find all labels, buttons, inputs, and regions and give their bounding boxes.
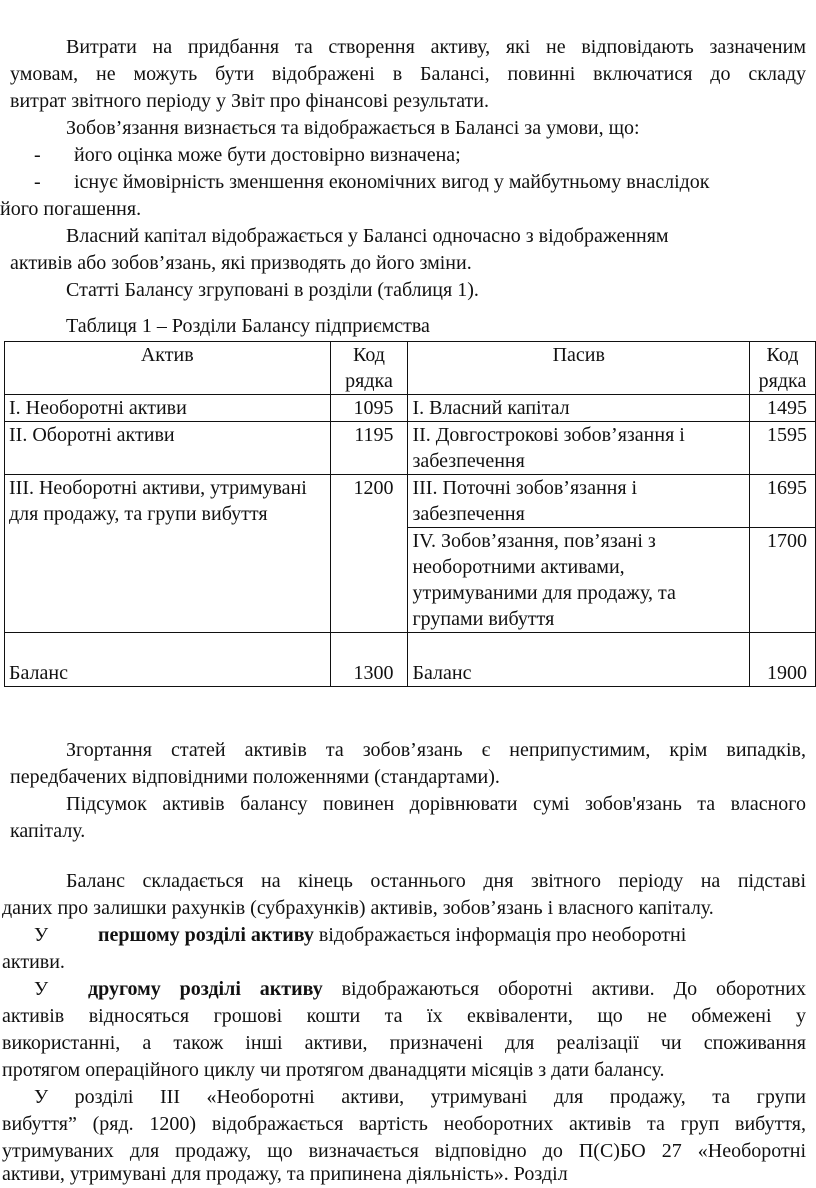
- header-code: Код рядка: [330, 342, 408, 395]
- paragraph-line: витрат звітного періоду у Звіт про фінансові результати.: [10, 90, 490, 112]
- paragraph-line: Статті Балансу згруповані в розділи (таблиця 1).: [66, 279, 479, 301]
- paragraph-line: Зобов’язання визнається та відображається в Балансі за умови, що:: [66, 117, 640, 139]
- paragraph-line: [98, 922, 686, 949]
- paragraph-line: активів або зобов’язань, які призводять до його зміни.: [10, 252, 472, 274]
- paragraph-line: активи.: [2, 951, 65, 973]
- paragraph-line: активи, утримувані для продажу, та припинена діяльність». Розділ: [2, 1163, 568, 1185]
- paragraph-line: Власний капітал відображається у Балансі одночасно з відображенням: [66, 225, 669, 247]
- paragraph-lead: У: [34, 978, 49, 1000]
- paragraph-line: Витрати на придбання та створення активу, які не відповідають зазначеним: [66, 36, 806, 58]
- paragraph-line: утримуваних для продажу, що визначається відповідно до П(С)БО 27 «Необоротні: [2, 1140, 806, 1162]
- liability-cell: I. Власний капітал: [408, 395, 750, 422]
- code-cell: 1200: [330, 475, 408, 633]
- list-item: його оцінка може бути достовірно визначена;: [74, 144, 461, 166]
- table-row: [5, 422, 816, 475]
- paragraph-line: передбачених відповідними положеннями (стандартами).: [10, 766, 500, 788]
- code-cell: 1695: [750, 475, 816, 528]
- liability-cell: II. Довгострокові зобов’язання і забезпечення: [408, 422, 750, 475]
- paragraph-line: даних про залишки рахунків (субрахунків) активів, зобов’язань і власного капіталу.: [2, 897, 714, 919]
- list-dash: -: [34, 171, 41, 193]
- paragraph-line: активів відносяться грошові кошти та їх еквіваленти, що не обмежені у: [2, 1005, 806, 1027]
- total-liability-cell: Баланс: [408, 633, 750, 687]
- code-cell: 1700: [750, 528, 816, 633]
- balance-sections-table: [4, 341, 816, 687]
- total-asset-cell: Баланс: [5, 633, 331, 687]
- paragraph-line: Підсумок активів балансу повинен дорівнювати сумі зобов'язань та власного: [66, 793, 806, 815]
- table-caption: Таблиця 1 – Розділи Балансу підприємства: [66, 315, 430, 337]
- paragraph-line: умовам, не можуть бути відображені в Балансі, повинні включатися до складу: [10, 63, 806, 85]
- paragraph-line: Згортання статей активів та зобов’язань є неприпустимим, крім випадків,: [66, 739, 806, 761]
- paragraph-text: відображаються оборотні активи. До оборотних: [341, 978, 807, 1000]
- paragraph-text: відображається інформація про необоротні: [318, 924, 687, 946]
- list-item-continuation: його погашення.: [0, 198, 142, 220]
- header-asset: Актив: [5, 342, 331, 395]
- list-item: існує ймовірність зменшення економічних вигод у майбутньому внаслідок: [74, 171, 710, 193]
- total-code-cell: 1900: [750, 633, 816, 687]
- paragraph-line: [88, 976, 806, 1003]
- header-liability: Пасив: [408, 342, 750, 395]
- paragraph-line: У розділі III «Необоротні активи, утримувані для продажу, та групи: [34, 1086, 806, 1108]
- header-code: Код рядка: [750, 342, 816, 395]
- asset-cell: I. Необоротні активи: [5, 395, 331, 422]
- total-code-cell: 1300: [330, 633, 408, 687]
- code-cell: 1195: [330, 422, 408, 475]
- code-cell: 1095: [330, 395, 408, 422]
- table-row: [5, 395, 816, 422]
- code-cell: 1495: [750, 395, 816, 422]
- liability-cell: III. Поточні зобов’язання і забезпечення: [408, 475, 750, 528]
- list-dash: -: [34, 144, 41, 166]
- paragraph-line: вибуття” (ряд. 1200) відображається вартість необоротних активів та груп вибуття,: [2, 1113, 806, 1135]
- paragraph-line: використанні, а також інші активи, призначені для реалізації чи споживання: [2, 1032, 806, 1054]
- paragraph-line: Баланс складається на кінець останнього дня звітного періоду на підставі: [66, 870, 806, 892]
- table-total-row: [5, 633, 816, 687]
- asset-cell: II. Оборотні активи: [5, 422, 331, 475]
- table-row: [5, 475, 816, 528]
- paragraph-line: капіталу.: [10, 820, 86, 842]
- table-header-row: [5, 342, 816, 395]
- asset-cell: III. Необоротні активи, утримувані для продажу, та групи вибуття: [5, 475, 331, 633]
- liability-cell: IV. Зобов’язання, пов’язані з необоротними активами, утримуваними для продажу, та групами вибуття: [408, 528, 750, 633]
- bold-term: першому розділі активу: [98, 924, 314, 946]
- bold-term: другому розділі активу: [88, 978, 323, 1000]
- paragraph-lead: У: [34, 924, 49, 946]
- code-cell: 1595: [750, 422, 816, 475]
- paragraph-line: протягом операційного циклу чи протягом дванадцяти місяців з дати балансу.: [2, 1059, 665, 1081]
